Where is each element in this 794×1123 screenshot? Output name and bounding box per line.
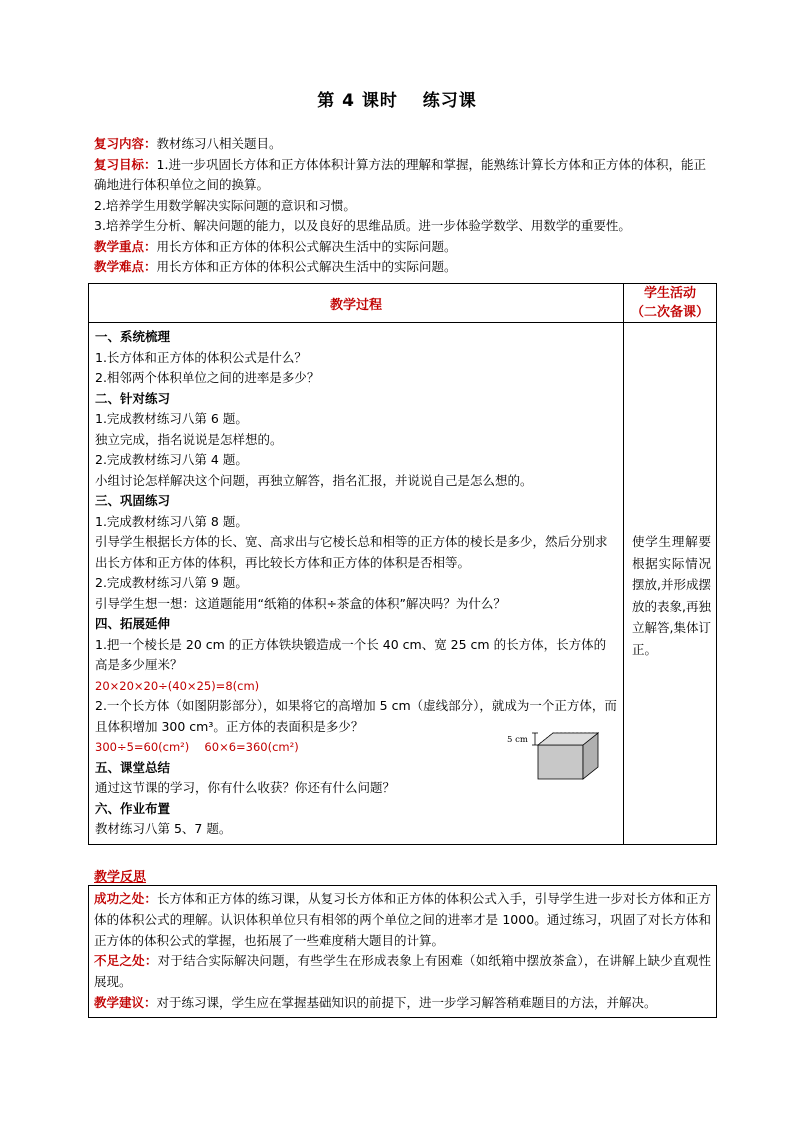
process-line: 1.把一个棱长是 20 cm 的正方体铁块锻造成一个长 40 cm、宽 25 cm 的长方体，长方体的高是多少厘米？ xyxy=(95,636,607,672)
process-line: 2.相邻两个体积单位之间的进率是多少？ xyxy=(95,370,320,385)
reflection-advice: 教学建议：对于练习课，学生应在掌握基础知识的前提下，进一步学习解答稍难题目的方法，并解决。 xyxy=(94,994,657,1010)
section-heading: 四、拓展延伸 xyxy=(95,616,171,631)
review-goal-1: 复习目标：1.进一步巩固长方体和正方体体积计算方法的理解和掌握，能熟练计算长方体和正方体的体积，能正确地进行体积单位之间的换算。 xyxy=(94,156,706,192)
lesson-intro xyxy=(94,134,716,278)
figure-label: 5 cm xyxy=(507,735,528,745)
process-content xyxy=(89,323,624,845)
process-line: 通过这节课的学习，你有什么收获？你还有什么问题？ xyxy=(95,780,396,795)
process-line: 引导学生想一想：这道题能用“纸箱的体积÷茶盒的体积”解决吗？为什么？ xyxy=(95,595,506,611)
teaching-difficulty: 教学难点：用长方体和正方体的体积公式解决生活中的实际问题。 xyxy=(94,259,457,274)
process-line: 1.完成教材练习八第 8 题。 xyxy=(95,513,248,529)
process-line: 2.完成教材练习八第 4 题。 xyxy=(95,452,248,467)
review-content: 复习内容：教材练习八相关题目。 xyxy=(94,136,282,151)
answer-line: 300÷5=60(cm²) 60×6=360(cm²) xyxy=(95,740,299,754)
page-title: 第 4 课时 练习课 xyxy=(317,91,477,111)
process-line: 教材练习八第 5、7 题。 xyxy=(95,821,232,836)
process-line: 2.完成教材练习八第 9 题。 xyxy=(95,575,248,590)
teaching-process-table xyxy=(88,283,717,845)
teaching-key-point: 教学重点：用长方体和正方体的体积公式解决生活中的实际问题。 xyxy=(94,238,457,254)
cuboid-figure xyxy=(507,727,607,787)
process-line: 引导学生根据长方体的长、宽、高求出与它棱长总和相等的正方体的棱长是多少，然后分别求出长方体和正方体的体积，再比较长方体和正方体的体积是否相等。 xyxy=(95,534,608,570)
review-goal-3: 3.培养学生分析、解决问题的能力，以及良好的思维品质。进一步体验学数学、用数学的重要性。 xyxy=(94,218,631,233)
process-line: 独立完成，指名说说是怎样想的。 xyxy=(95,431,283,447)
section-heading: 五、课堂总结 xyxy=(95,759,171,775)
reflection-success: 成功之处：长方体和正方体的练习课，从复习长方体和正方体的体积公式入手，引导学生进一步对长方体和正方体的体积公式的理解。认识体积单位只有相邻的两个单位之间的进率才是 1000。通过练习，巩固了对长方体和正方体的体积公式的掌握，也拓展了一些难度稍大题目的计算。 xyxy=(94,891,711,948)
review-label: 复习内容： xyxy=(94,136,157,151)
process-header: 教学过程 xyxy=(89,284,624,323)
process-line: 2.一个长方体（如图阴影部分），如果将它的高增加 5 cm（虚线部分），就成为一个正方体，而且体积增加 300 cm³。正方体的表面积是多少？ xyxy=(95,698,617,734)
review-goal-2: 2.培养学生用数学解决实际问题的意识和习惯。 xyxy=(94,197,356,213)
reflection-weakness: 不足之处：对于结合实际解决问题，有些学生在形成表象上有困难（如纸箱中摆放茶盒），在讲解上缺少直观性展现。 xyxy=(94,953,711,990)
key-label: 教学重点： xyxy=(94,238,157,254)
goal-label: 复习目标： xyxy=(94,156,157,172)
cuboid-diagram xyxy=(507,727,607,787)
difficulty-label: 教学难点： xyxy=(94,259,157,274)
section-heading: 三、巩固练习 xyxy=(95,493,171,508)
section-heading: 六、作业布置 xyxy=(95,800,171,816)
process-line: 1.长方体和正方体的体积公式是什么？ xyxy=(95,349,307,365)
section-heading: 二、针对练习 xyxy=(95,390,171,406)
answer-line: 20×20×20÷(40×25)=8(cm) xyxy=(95,678,260,693)
activity-header: 学生活动 （二次备课） xyxy=(624,284,717,323)
process-line: 小组讨论怎样解决这个问题，再独立解答，指名汇报，并说说自己是怎么想的。 xyxy=(95,472,533,488)
reflection-title: 教学反思 xyxy=(94,870,147,885)
process-line: 1.完成教材练习八第 6 题。 xyxy=(95,411,248,426)
cuboid-front-face xyxy=(538,745,583,779)
activity-content xyxy=(624,323,717,845)
activity-text: 使学生理解要根据实际情况摆放,并形成摆放的表象,再独立解答,集体订正。 xyxy=(632,534,711,657)
reflection-box xyxy=(88,885,717,1018)
section-heading: 一、系统梳理 xyxy=(95,329,171,344)
